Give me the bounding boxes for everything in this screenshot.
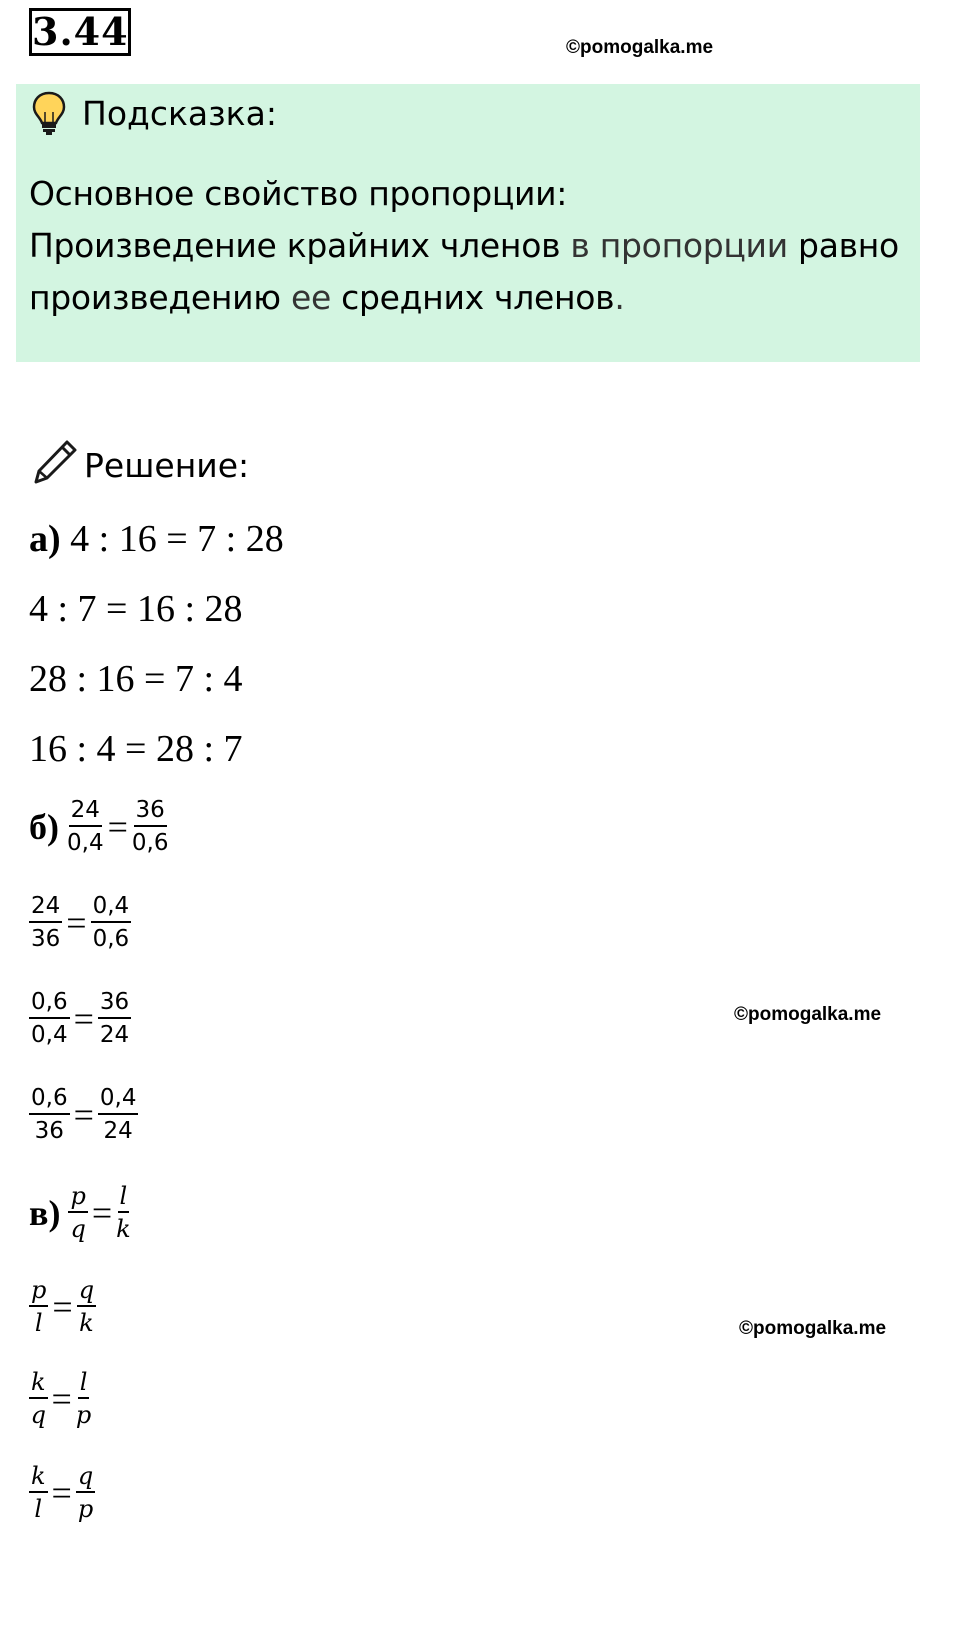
numerator: 36 [134,796,167,827]
fraction [29,1084,70,1145]
equals-sign: = [51,1472,72,1513]
fraction [76,1368,91,1429]
part-a-line-4: 16 : 4 = 28 : 7 [29,728,243,770]
numerator: q [77,1276,96,1307]
solution-title: Решение: [84,446,250,485]
denominator: k [116,1215,131,1243]
numerator: l [78,1368,90,1399]
fraction [29,1276,48,1337]
numerator: p [29,1276,48,1307]
denominator: q [70,1215,86,1243]
hint-line1: Основное свойство пропорции: [29,174,568,213]
part-b-label: б) [29,806,59,847]
fraction [67,796,104,857]
hint-end: . [614,278,625,317]
numerator: 36 [98,988,131,1019]
fraction [68,1182,87,1243]
denominator: 0,4 [67,830,104,856]
part-a-line-3: 28 : 16 = 7 : 4 [29,658,243,700]
denominator: k [79,1309,94,1337]
part-b-line-2 [29,892,131,953]
fraction [29,988,70,1049]
part-b-line-3 [29,988,131,1049]
denominator: 0,4 [31,1022,68,1048]
numerator: 0,4 [91,892,132,923]
part-v-label: в) [29,1192,61,1233]
watermark: ©pomogalka.me [734,1004,882,1025]
watermark: ©pomogalka.me [739,1318,887,1339]
hint-light-2: ее [280,278,342,317]
equals-sign: = [52,1286,73,1327]
denominator: 36 [31,926,61,952]
fraction [98,1084,139,1145]
fraction [132,796,169,857]
equals-sign: = [73,998,94,1039]
denominator: 0,6 [92,926,130,952]
numerator: p [68,1182,87,1213]
denominator: p [75,1401,92,1429]
fraction [116,1182,131,1243]
part-v-line-1 [29,1182,131,1243]
denominator: l [34,1495,43,1523]
hint-title: Подсказка: [82,94,277,133]
fraction [29,1462,48,1523]
numerator: q [76,1462,95,1493]
numerator: 0,6 [29,1084,70,1115]
part-a-line-2: 4 : 7 = 16 : 28 [29,588,243,630]
equals-sign: = [51,1378,72,1419]
exercise-number: 3.44 [29,8,131,56]
equals-sign: = [73,1094,94,1135]
part-v-line-2 [29,1276,96,1337]
fraction [91,892,132,953]
denominator: 24 [103,1118,133,1144]
part-a-line-1 [29,517,284,561]
watermark: ©pomogalka.me [566,37,714,58]
numerator: 0,4 [98,1084,139,1115]
numerator: 24 [69,796,102,827]
hint-text [29,168,909,324]
lightbulb-icon [30,90,68,136]
hint-bold-4: средних членов [341,278,615,317]
fraction [76,1462,95,1523]
equals-sign: = [66,902,87,943]
hint-bold-3: произведению [29,278,281,317]
hint-bold-1: Произведение крайних членов [29,226,561,265]
denominator: 0,6 [131,830,169,856]
numerator: k [29,1462,48,1493]
equals-sign: = [91,1192,113,1233]
hint-light-1: в пропорции [560,226,799,265]
fraction [98,988,131,1049]
part-b-line-4 [29,1084,138,1145]
pencil-icon [31,438,79,488]
numerator: 24 [29,892,62,923]
denominator: 24 [99,1022,130,1048]
part-v-line-4 [29,1462,95,1523]
denominator: l [34,1309,43,1337]
fraction [77,1276,96,1337]
denominator: 36 [34,1118,64,1144]
equals-sign: = [107,806,128,847]
numerator: 0,6 [29,988,70,1019]
fraction [29,1368,48,1429]
part-b-line-1 [29,796,168,857]
denominator: q [30,1401,46,1429]
part-a-label: а) [29,518,61,560]
part-a-eq-1: 4 : 16 = 7 : 28 [70,518,284,560]
hint-line3 [29,272,909,324]
hint-bold-2: равно [798,226,899,265]
hint-line2 [29,220,909,272]
part-v-line-3 [29,1368,91,1429]
denominator: p [77,1495,94,1523]
numerator: l [118,1182,130,1213]
numerator: k [29,1368,48,1399]
fraction [29,892,62,953]
